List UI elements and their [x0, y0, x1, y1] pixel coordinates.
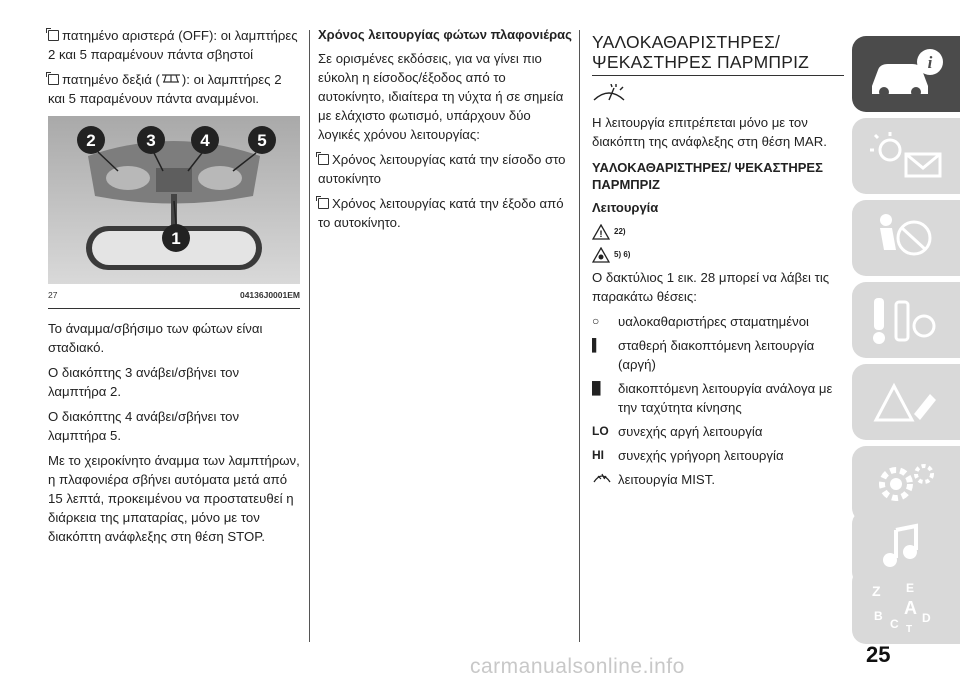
column-middle [318, 26, 576, 238]
bullet-icon [318, 198, 329, 209]
intermittent-symbol: ▌ [592, 338, 601, 352]
svg-text:B: B [874, 609, 883, 623]
caution-triangle-icon [592, 247, 610, 263]
figure-caption [48, 284, 300, 309]
svg-text:E: E [906, 581, 915, 595]
gear-wrench-icon [866, 456, 946, 512]
svg-text:!: ! [599, 228, 603, 239]
airbag-icon [866, 210, 946, 266]
ignition-key-icon [866, 292, 946, 348]
column-right [592, 26, 844, 495]
warning-triangle-icon [866, 374, 946, 430]
callout-2: 2 [86, 131, 96, 150]
hi-symbol: HI [592, 448, 604, 462]
svg-text:i: i [927, 53, 933, 72]
mist-icon [592, 470, 618, 490]
figure-27 [48, 116, 300, 284]
tab-car-info[interactable] [852, 36, 960, 112]
car-info-icon [866, 46, 946, 102]
column-divider [309, 30, 310, 642]
tab-index[interactable] [852, 568, 960, 644]
bullet-entry: Χρόνος λειτουργίας κατά την είσοδο στο αυτοκίνητο [318, 152, 566, 186]
warning-triangle-icon [592, 224, 610, 240]
callout-4: 4 [200, 131, 210, 150]
paragraph: Με το χειροκίνητο άναμμα των λαμπτήρων, η πλαφονιέρα σβήνει αυτόματα μετά από 15 λεπτά, προκειμένου να προστατευθεί η διάρκεια της μπαταρίας, μόνο με τον διακόπτη ανάφλεξης στη θέση STOP. [48, 453, 300, 544]
bullet-off: πατημένο αριστερά (OFF): οι λαμπτήρες 2 και 5 παραμένουν πάντα σβηστοί [48, 28, 298, 62]
svg-text:D: D [922, 611, 931, 625]
column-divider [579, 30, 580, 642]
paragraph: Ο διακόπτης 3 ανάβει/σβήνει τον λαμπτήρα 2. [48, 365, 240, 399]
bullet-icon [48, 74, 59, 85]
warning-ref-2: 5) 6) [592, 245, 844, 264]
page-number: 25 [866, 642, 891, 667]
interior-light-image [48, 116, 300, 284]
mode-mist: λειτουργία MIST. [592, 470, 844, 490]
tab-lights-warnings[interactable] [852, 118, 960, 194]
paragraph: Ο δακτύλιος 1 εικ. 28 μπορεί να λάβει τις παρακάτω θέσεις: [592, 270, 830, 304]
figure-number: 27 [48, 290, 58, 300]
section-title: Χρόνος λειτουργίας φώτων πλαφονιέρας [318, 27, 572, 42]
speed-symbol: █ [592, 381, 601, 395]
tab-starting[interactable] [852, 282, 960, 358]
mode-hi: HI συνεχής γρήγορη λειτουργία [592, 448, 784, 463]
callout-5: 5 [257, 131, 267, 150]
svg-text:Z: Z [872, 583, 881, 599]
tab-safety[interactable] [852, 200, 960, 276]
bullet-exit: Χρόνος λειτουργίας κατά την έξοδο από το αυτοκίνητο. [318, 196, 564, 230]
bullet-on: πατημένο δεξιά ( ): οι λαμπτήρες 2 και 5 παραμένουν πάντα αναμμένοι. [48, 72, 282, 106]
paragraph: Η λειτουργία επιτρέπεται μόνο με τον διακόπτη της ανάφλεξης στη θέση MAR. [592, 115, 827, 149]
warning-ref-1: ! 22) [592, 222, 844, 241]
tab-emergency[interactable] [852, 364, 960, 440]
lo-symbol: LO [592, 424, 609, 438]
wipers-section-title: ΥΑΛΟΚΑΘΑΡΙΣΤΗΡΕΣ/ ΨΕΚΑΣΤΗΡΕΣ ΠΑΡΜΠΡΙΖ [592, 32, 844, 76]
mode-intermittent: ▌ σταθερή διακοπτόμενη λειτουργία (αργή) [592, 338, 815, 372]
door-light-icon [160, 73, 182, 84]
callout-1: 1 [171, 229, 181, 248]
svg-text:A: A [904, 598, 917, 618]
bullet-icon [48, 30, 59, 41]
column-left [48, 26, 300, 552]
wiper-symbol-icon [592, 84, 844, 109]
alphabet-index-icon [866, 578, 946, 634]
svg-text:C: C [890, 617, 899, 631]
figure-code: 04136J0001EM [239, 290, 300, 300]
paragraph: Σε ορισμένες εκδόσεις, για να γίνει πιο εύκολη η είσοδος/έξοδος από το αυτοκίνητο, ιδιαίτερα τη νύχτα ή σε σημεία με ελάχιστο φωτισμό, υπάρχουν δύο λογικές χρόνου λειτουργίας: [318, 51, 564, 142]
lights-warning-icon [866, 128, 946, 184]
subsection-title: ΥΑΛΟΚΑΘΑΡΙΣΤΗΡΕΣ/ ΨΕΚΑΣΤΗΡΕΣ ΠΑΡΜΠΡΙΖ [592, 160, 823, 192]
bullet-icon [318, 154, 329, 165]
mode-lo: LO συνεχής αργή λειτουργία [592, 424, 763, 439]
paragraph: Ο διακόπτης 4 ανάβει/σβήνει τον λαμπτήρα 5. [48, 409, 240, 443]
off-symbol: ○ [592, 314, 600, 328]
function-title: Λειτουργία [592, 200, 659, 215]
callout-3: 3 [146, 131, 156, 150]
svg-text:T: T [906, 624, 913, 634]
mode-off: ○ υαλοκαθαριστήρες σταματημένοι [592, 314, 809, 329]
watermark: carmanualsonline.info [470, 655, 685, 678]
mode-speed-dependent: █ διακοπτόμενη λειτουργία ανάλογα με την ταχύτητα κίνησης [592, 381, 833, 415]
paragraph: Το άναμμα/σβήσιμο των φώτων είναι σταδιακό. [48, 321, 263, 355]
